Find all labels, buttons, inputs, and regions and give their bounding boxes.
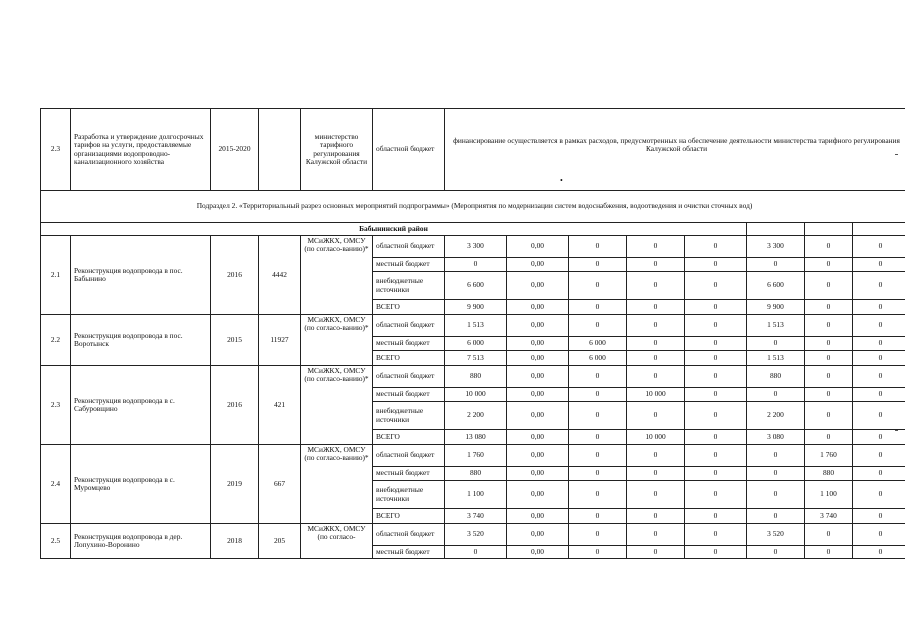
amount-cell: 0 [853,272,905,300]
funding-source: областной бюджет [373,445,445,467]
amount-cell: 0 [685,524,747,546]
item-executor: МСиЖКХ, ОМСУ (по согласо- [301,524,373,559]
amount-cell: 0 [853,430,905,445]
item-value: 667 [259,445,301,524]
item-executor: МСиЖКХ, ОМСУ (по согласо-ванию)* [301,236,373,315]
amount-cell: 0 [685,300,747,315]
amount-cell: 3 300 [747,236,805,258]
funding-source: местный бюджет [373,258,445,272]
amount-cell: 0 [853,402,905,430]
amount-cell: 0,00 [507,481,569,509]
amount-cell: 0 [569,430,627,445]
funding-source: ВСЕГО [373,300,445,315]
margin-mark [895,154,898,155]
amount-cell: 0 [747,546,805,559]
amount-cell: 3 740 [445,509,507,524]
amount-cell: 0 [569,300,627,315]
amount-cell: 0 [685,467,747,481]
funding-source: ВСЕГО [373,351,445,366]
amount-cell: 0 [747,258,805,272]
amount-cell: 0 [853,546,905,559]
amount-cell: 0,00 [507,402,569,430]
amount-cell: 0 [569,445,627,467]
empty-cell [853,223,905,236]
top-row [41,109,905,191]
amount-cell: 3 520 [445,524,507,546]
amount-cell: 0 [569,546,627,559]
amount-cell: 0 [627,467,685,481]
funding-source: местный бюджет [373,467,445,481]
amount-cell: 0 [569,509,627,524]
item-year: 2019 [211,445,259,524]
amount-cell: 0 [627,315,685,337]
amount-cell: 0 [747,467,805,481]
amount-cell: 0 [627,272,685,300]
amount-cell: 0 [569,388,627,402]
amount-cell: 3 080 [747,430,805,445]
amount-cell: 0 [569,258,627,272]
amount-cell: 0,00 [507,388,569,402]
executor: министерство тарифного регулирования Калужской области [301,109,373,191]
funding-source: областной бюджет [373,236,445,258]
amount-cell: 0 [627,351,685,366]
amount-cell: 2 200 [445,402,507,430]
amount-cell: 0 [805,337,853,351]
item-executor: МСиЖКХ, ОМСУ (по согласо-ванию)* [301,366,373,445]
amount-cell: 880 [445,366,507,388]
item-value: 4442 [259,236,301,315]
amount-cell: 0 [747,509,805,524]
amount-cell: 0 [685,509,747,524]
amount-cell: 0,00 [507,236,569,258]
amount-cell: 0 [569,366,627,388]
item-executor: МСиЖКХ, ОМСУ (по согласо-ванию)* [301,445,373,524]
item-name: Реконструкция водопровода в пос. Воротынск [71,315,211,366]
item-number: 2.1 [41,236,71,315]
amount-cell: 3 740 [805,509,853,524]
subsection-title: Подраздел 2. «Территориальный разрез основных мероприятий подпрограммы» (Мероприятия по модернизации систем водоснабжения, водоотведения и очистки сточных вод) [41,191,905,223]
funding-source: местный бюджет [373,388,445,402]
amount-cell: 6 600 [747,272,805,300]
funding-source: местный бюджет [373,546,445,559]
funding-source: местный бюджет [373,337,445,351]
amount-cell: 0 [685,366,747,388]
period: 2015-2020 [211,109,259,191]
amount-cell: 10 000 [627,430,685,445]
subsection-row [41,191,905,223]
item-name: Реконструкция водопровода в с. Сабуровщино [71,366,211,445]
funding-source: областной бюджет [373,524,445,546]
amount-cell: 0 [747,445,805,467]
funding-source: областной бюджет [373,366,445,388]
funding-source: внебюджетные источники [373,272,445,300]
amount-cell: 0 [805,236,853,258]
measure-name: Разработка и утверждение долгосрочных тарифов на услуги, предоставляемые организациями водопроводно-канализационного хозяйства [71,109,211,191]
amount-cell: 0 [853,258,905,272]
amount-cell: 0 [853,236,905,258]
amount-cell: 880 [747,366,805,388]
amount-cell: 0,00 [507,315,569,337]
amount-cell: 0 [853,445,905,467]
table-row [41,445,905,467]
amount-cell: 0 [805,258,853,272]
amount-cell: 0 [685,337,747,351]
amount-cell: 0 [685,388,747,402]
amount-cell: 0 [627,445,685,467]
amount-cell: 0 [685,236,747,258]
amount-cell: 0 [685,258,747,272]
item-number: 2.4 [41,445,71,524]
amount-cell: 0 [853,481,905,509]
funding-source: внебюджетные источники [373,481,445,509]
amount-cell: 0 [627,236,685,258]
amount-cell: 2 200 [747,402,805,430]
amount-cell: 1 100 [805,481,853,509]
item-executor: МСиЖКХ, ОМСУ (по согласо-ванию)* [301,315,373,366]
amount-cell: 0,00 [507,258,569,272]
financing-note-text: финансирование осуществляется в рамках расходов, предусмотренных на обеспечение деятельности министерства тарифного регулирования Калужской области [453,136,900,154]
amount-cell: 0 [627,524,685,546]
amount-cell: 1 513 [747,351,805,366]
item-name: Реконструкция водопровода в с. Муромцево [71,445,211,524]
item-value: 11927 [259,315,301,366]
amount-cell: 0 [685,315,747,337]
amount-cell: 0 [685,430,747,445]
funding-source: областной бюджет [373,109,445,191]
amount-cell: 0 [805,366,853,388]
amount-cell: 0 [445,258,507,272]
amount-cell: 0 [627,509,685,524]
table-row [41,315,905,337]
amount-cell: 0 [569,315,627,337]
amount-cell: 0 [685,481,747,509]
district-row [41,223,905,236]
item-number: 2.3 [41,366,71,445]
amount-cell: 1 513 [445,315,507,337]
amount-cell: 0,00 [507,467,569,481]
amount-cell: 0 [805,430,853,445]
amount-cell: 0 [853,315,905,337]
amount-cell: 0 [853,524,905,546]
amount-cell: 0 [627,402,685,430]
amount-cell: 1 100 [445,481,507,509]
amount-cell: 0 [569,467,627,481]
amount-cell: 0 [627,258,685,272]
amount-cell: 0 [853,337,905,351]
amount-cell: 3 300 [445,236,507,258]
amount-cell: 6 000 [569,337,627,351]
amount-cell: 10 000 [445,388,507,402]
amount-cell: 0 [627,481,685,509]
amount-cell: 0 [853,366,905,388]
program-table [40,108,905,559]
amount-cell: 9 900 [747,300,805,315]
empty-cell [259,109,301,191]
amount-cell: 0,00 [507,524,569,546]
item-value: 421 [259,366,301,445]
amount-cell: 0 [627,300,685,315]
amount-cell: 0 [627,546,685,559]
item-year: 2016 [211,236,259,315]
amount-cell: 0 [853,300,905,315]
amount-cell: 0,00 [507,366,569,388]
amount-cell: 1 760 [805,445,853,467]
district-title: Бабынинский район [41,223,747,236]
amount-cell: 0 [805,351,853,366]
amount-cell: 0,00 [507,337,569,351]
amount-cell: 0 [569,402,627,430]
item-number: 2.5 [41,524,71,559]
amount-cell: 0 [853,467,905,481]
amount-cell: 880 [805,467,853,481]
amount-cell: 0 [805,546,853,559]
amount-cell: 0 [569,272,627,300]
amount-cell: 0,00 [507,546,569,559]
table-row [41,366,905,388]
amount-cell: 0 [685,272,747,300]
amount-cell: 0 [805,388,853,402]
amount-cell: 3 520 [747,524,805,546]
margin-mark [895,430,898,431]
bullet-mark: • [560,176,563,185]
amount-cell: 6 000 [445,337,507,351]
empty-cell [747,223,805,236]
amount-cell: 0 [805,524,853,546]
amount-cell: 0 [685,402,747,430]
amount-cell: 1 760 [445,445,507,467]
funding-source: ВСЕГО [373,430,445,445]
amount-cell: 0 [805,272,853,300]
amount-cell: 0 [853,509,905,524]
amount-cell: 10 000 [627,388,685,402]
empty-cell [805,223,853,236]
row-number: 2.3 [41,109,71,191]
amount-cell: 0 [627,366,685,388]
amount-cell: 0 [569,524,627,546]
amount-cell: 7 513 [445,351,507,366]
amount-cell: 0,00 [507,430,569,445]
amount-cell: 0 [445,546,507,559]
amount-cell: 0,00 [507,509,569,524]
amount-cell: 13 080 [445,430,507,445]
amount-cell: 0 [685,351,747,366]
amount-cell: 0 [685,445,747,467]
amount-cell: 0 [805,315,853,337]
amount-cell: 0 [747,337,805,351]
amount-cell: 0 [805,402,853,430]
financing-note [445,109,905,191]
amount-cell: 0 [853,388,905,402]
amount-cell: 0,00 [507,445,569,467]
item-number: 2.2 [41,315,71,366]
amount-cell: 880 [445,467,507,481]
amount-cell: 0,00 [507,300,569,315]
table-row [41,524,905,546]
amount-cell: 6 000 [569,351,627,366]
item-name: Реконструкция водопровода в дер. Лопухино-Воронино [71,524,211,559]
table-row [41,236,905,258]
item-name: Реконструкция водопровода в пос. Бабынино [71,236,211,315]
funding-source: внебюджетные источники [373,402,445,430]
item-year: 2015 [211,315,259,366]
amount-cell: 0,00 [507,351,569,366]
amount-cell: 6 600 [445,272,507,300]
item-year: 2018 [211,524,259,559]
amount-cell: 0 [569,481,627,509]
item-year: 2016 [211,366,259,445]
item-value: 205 [259,524,301,559]
amount-cell: 0 [805,300,853,315]
funding-source: ВСЕГО [373,509,445,524]
amount-cell: 0 [685,546,747,559]
amount-cell: 9 900 [445,300,507,315]
funding-source: областной бюджет [373,315,445,337]
amount-cell: 0 [747,481,805,509]
amount-cell: 0 [747,388,805,402]
amount-cell: 1 513 [747,315,805,337]
amount-cell: 0 [853,351,905,366]
amount-cell: 0 [569,236,627,258]
amount-cell: 0,00 [507,272,569,300]
amount-cell: 0 [627,337,685,351]
